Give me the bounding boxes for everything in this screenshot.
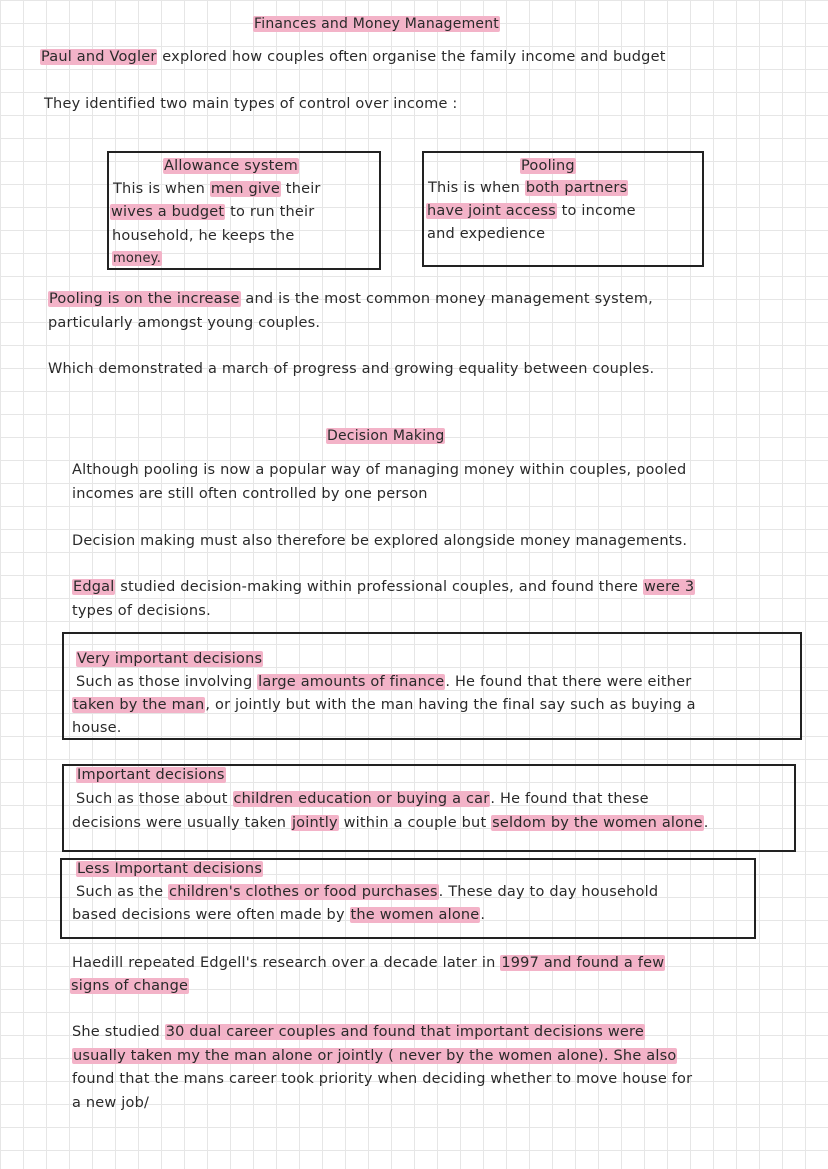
very-important-title bbox=[76, 651, 263, 667]
haedill-p2-line-3: found that the mans career took priority when deciding whether to move house for bbox=[72, 1071, 693, 1087]
very-important-line-1 bbox=[76, 674, 691, 690]
important-text: decisions were usually taken bbox=[72, 815, 291, 831]
important-highlight: seldom by the women alone bbox=[492, 815, 703, 831]
haedill-highlight: usually taken my the man alone or jointly ( never by the women alone). She also bbox=[73, 1048, 677, 1064]
haedill-highlight: signs of change bbox=[71, 978, 189, 994]
pooling-note-line-2: particularly amongst young couples. bbox=[48, 315, 321, 331]
important-highlight: children education or buying a car bbox=[233, 791, 490, 807]
very-important-highlight: taken by the man bbox=[73, 697, 205, 713]
important-text: . bbox=[703, 815, 709, 831]
pooling-note-line-1 bbox=[48, 291, 653, 307]
page-title-text: Finances and Money Management bbox=[254, 16, 499, 32]
haedill-highlight: 30 dual career couples and found that important decisions were bbox=[165, 1024, 645, 1040]
important-highlight: jointly bbox=[291, 815, 338, 831]
allowance-text: This is when bbox=[113, 181, 210, 197]
decision-p3-line-2: types of decisions. bbox=[72, 603, 211, 619]
very-important-line-3: house. bbox=[72, 720, 122, 736]
pooling-text: This is when bbox=[428, 180, 525, 196]
pooling-note-highlight: Pooling is on the increase bbox=[49, 291, 240, 307]
haedill-p2-line-2 bbox=[72, 1048, 677, 1064]
important-text: . He found that these bbox=[490, 791, 649, 807]
decision-highlight: were 3 bbox=[643, 579, 695, 595]
pooling-title-text: Pooling bbox=[521, 158, 575, 174]
allowance-highlight: wives a budget bbox=[111, 204, 225, 220]
decision-p2: Decision making must also therefore be explored alongside money managements. bbox=[72, 533, 688, 549]
decision-highlight: Edgal bbox=[73, 579, 115, 595]
very-important-text: Such as those involving bbox=[76, 674, 258, 690]
pooling-text: to income bbox=[556, 203, 636, 219]
very-important-text: . He found that there were either bbox=[445, 674, 692, 690]
less-important-text: . bbox=[480, 907, 486, 923]
types-line: They identified two main types of control over income : bbox=[44, 96, 458, 112]
pooling-highlight: have joint access bbox=[427, 203, 556, 219]
allowance-line-4 bbox=[112, 251, 162, 266]
allowance-title bbox=[163, 158, 299, 174]
intro-authors: Paul and Vogler bbox=[41, 49, 157, 65]
decision-p1-line-2: incomes are still often controlled by one person bbox=[72, 486, 428, 502]
very-important-text: , or jointly but with the man having the final say such as buying a bbox=[205, 697, 696, 713]
important-line-1 bbox=[76, 791, 649, 807]
pooling-note-line-3: Which demonstrated a march of progress and growing equality between couples. bbox=[48, 361, 655, 377]
allowance-line-3: household, he keeps the bbox=[112, 228, 295, 244]
pooling-note-text: and is the most common money management system, bbox=[240, 291, 653, 307]
haedill-line-2 bbox=[70, 978, 189, 994]
important-text: Such as those about bbox=[76, 791, 233, 807]
less-important-text: . These day to day household bbox=[438, 884, 659, 900]
very-important-line-2 bbox=[72, 697, 696, 713]
important-title bbox=[76, 767, 226, 783]
pooling-line-3: and expedience bbox=[427, 226, 546, 242]
allowance-line-1 bbox=[113, 181, 321, 197]
haedill-highlight: 1997 and found a few bbox=[501, 955, 665, 971]
decision-p1-line-1: Although pooling is now a popular way of managing money within couples, pooled bbox=[72, 462, 687, 478]
less-important-highlight: the women alone bbox=[350, 907, 480, 923]
haedill-p2-line-1 bbox=[72, 1024, 645, 1040]
haedill-text: Haedill repeated Edgell's research over a decade later in bbox=[72, 955, 501, 971]
less-important-line-2 bbox=[72, 907, 485, 923]
very-important-title-text: Very important decisions bbox=[77, 651, 263, 667]
section-title-text: Decision Making bbox=[327, 428, 445, 444]
less-important-highlight: children's clothes or food purchases bbox=[169, 884, 438, 900]
less-important-line-1 bbox=[76, 884, 658, 900]
less-important-title bbox=[76, 861, 263, 877]
important-text: within a couple but bbox=[338, 815, 492, 831]
pooling-title bbox=[520, 158, 576, 174]
pooling-line-2 bbox=[426, 203, 636, 219]
pooling-line-1 bbox=[428, 180, 628, 196]
haedill-p2-line-4: a new job/ bbox=[72, 1095, 150, 1111]
decision-p3-line-1 bbox=[72, 579, 695, 595]
allowance-highlight: money. bbox=[113, 251, 162, 266]
less-important-text: based decisions were often made by bbox=[72, 907, 350, 923]
allowance-text: their bbox=[281, 181, 321, 197]
very-important-highlight: large amounts of finance bbox=[258, 674, 445, 690]
intro-rest: explored how couples often organise the family income and budget bbox=[157, 49, 666, 65]
decision-text: studied decision-making within professional couples, and found there bbox=[115, 579, 643, 595]
section-title-decision-making bbox=[326, 428, 445, 444]
allowance-highlight: men give bbox=[210, 181, 280, 197]
important-line-2 bbox=[72, 815, 709, 831]
important-title-text: Important decisions bbox=[77, 767, 225, 783]
intro-line bbox=[40, 49, 666, 65]
allowance-title-text: Allowance system bbox=[164, 158, 298, 174]
pooling-highlight: both partners bbox=[525, 180, 628, 196]
allowance-line-2 bbox=[110, 204, 314, 220]
less-important-text: Such as the bbox=[76, 884, 169, 900]
haedill-line-1 bbox=[72, 955, 665, 971]
haedill-text: She studied bbox=[72, 1024, 165, 1040]
allowance-text: to run their bbox=[225, 204, 315, 220]
page-title bbox=[253, 16, 500, 32]
less-important-title-text: Less Important decisions bbox=[77, 861, 263, 877]
